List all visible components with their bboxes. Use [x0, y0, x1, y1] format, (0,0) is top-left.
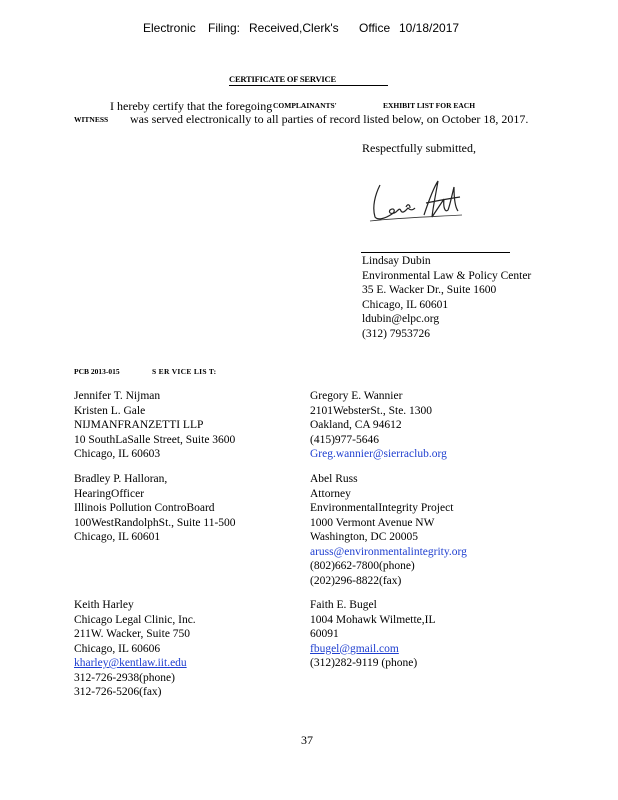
bugel-email-link[interactable]: fbugel@gmail.com [310, 642, 399, 655]
party-line: Gregory E. Wannier [310, 390, 403, 402]
party-wannier [310, 389, 447, 462]
service-list-label: S ER VICE LIS T: [152, 367, 217, 376]
case-number: PCB 2013-015 [74, 367, 120, 376]
page-number: 37 [301, 733, 313, 747]
party-line: 312-726-2938(phone) [74, 671, 175, 684]
signer-city: Chicago, IL 60601 [362, 298, 449, 311]
certificate-title: CERTIFICATE OF SERVICE [229, 74, 336, 84]
header-date: 10/18/2017 [399, 21, 460, 35]
party-line: 60091 [310, 628, 339, 640]
certificate-body: was served electronically to all parties of record listed below, on October 18, 2017. [130, 112, 529, 126]
header-received: Received,Clerk's [249, 21, 339, 35]
russ-email-link[interactable]: aruss@environmentalintegrity.org [310, 545, 467, 558]
party-line: (202)296-8822(fax) [310, 574, 402, 587]
signer-address: 35 E. Wacker Dr., Suite 1600 [362, 284, 497, 296]
party-bugel [310, 598, 435, 671]
party-line: Oakland, CA 94612 [310, 419, 402, 431]
party-line: 211W. Wacker, Suite 750 [74, 628, 191, 640]
party-line: (802)662-7800(phone) [310, 560, 415, 572]
party-halloran [74, 472, 236, 545]
party-line: Chicago, IL 60603 [74, 448, 161, 460]
party-line: 1000 Vermont Avenue NW [310, 516, 435, 529]
signer-email: ldubin@elpc.org [362, 313, 440, 325]
party-line: Jennifer T. Nijman [74, 390, 161, 402]
party-harley [74, 598, 196, 700]
party-line: Keith Harley [74, 599, 134, 611]
party-line: (415)977-5646 [310, 433, 379, 446]
party-line: Abel Russ [310, 473, 358, 485]
certificate-intro: I hereby certify that the foregoing [110, 99, 273, 113]
party-line: 10 SouthLaSalle Street, Suite 3600 [74, 433, 236, 446]
party-line: 2101WebsterSt., Ste. 1300 [310, 404, 433, 417]
party-line: 100WestRandolphSt., Suite 11-500 [74, 516, 236, 529]
wannier-email-link[interactable]: Greg.wannier@sierraclub.org [310, 448, 447, 460]
party-line: Bradley P. Halloran, [74, 473, 168, 485]
signer-phone: (312) 7953726 [362, 327, 431, 340]
signer-name: Lindsay Dubin [362, 255, 431, 267]
harley-email-link[interactable]: kharley@kentlaw.iit.edu [74, 657, 187, 669]
party-line: Washington, DC 20005 [310, 531, 419, 543]
party-line: NIJMANFRANZETTI LLP [74, 419, 204, 431]
party-line: Kristen L. Gale [74, 404, 146, 417]
party-line: Illinois Pollution ControBoard [74, 502, 215, 514]
document-name-part2: EXHIBIT LIST FOR EACH [383, 101, 476, 110]
party-line: Attorney [310, 487, 351, 500]
header-electronic: Electronic [143, 21, 196, 35]
party-russ [310, 472, 467, 588]
closing-text: Respectfully submitted, [362, 141, 476, 155]
party-line: HearingOfficer [74, 487, 145, 500]
signature-line [361, 252, 510, 253]
party-line: Chicago, IL 60601 [74, 531, 161, 543]
party-line: 312-726-5206(fax) [74, 686, 162, 698]
signer-block [362, 254, 531, 341]
party-line: (312)282-9119 (phone) [310, 657, 418, 669]
party-nijman [74, 389, 235, 462]
party-line: Chicago, IL 60606 [74, 642, 161, 655]
document-name-part3: WITNESS [74, 115, 109, 124]
signer-organization: Environmental Law & Policy Center [362, 269, 532, 282]
party-line: EnvironmentalIntegrity Project [310, 502, 454, 514]
handwritten-signature [366, 177, 466, 227]
party-line: Chicago Legal Clinic, Inc. [74, 613, 196, 626]
title-underline [229, 85, 388, 86]
header-office: Office [359, 21, 391, 35]
document-name-part1: COMPLAINANTS' [273, 101, 337, 110]
party-line: Faith E. Bugel [310, 599, 377, 611]
party-line: 1004 Mohawk Wilmette,IL [310, 613, 436, 626]
header-filing: Filing: [208, 21, 241, 35]
